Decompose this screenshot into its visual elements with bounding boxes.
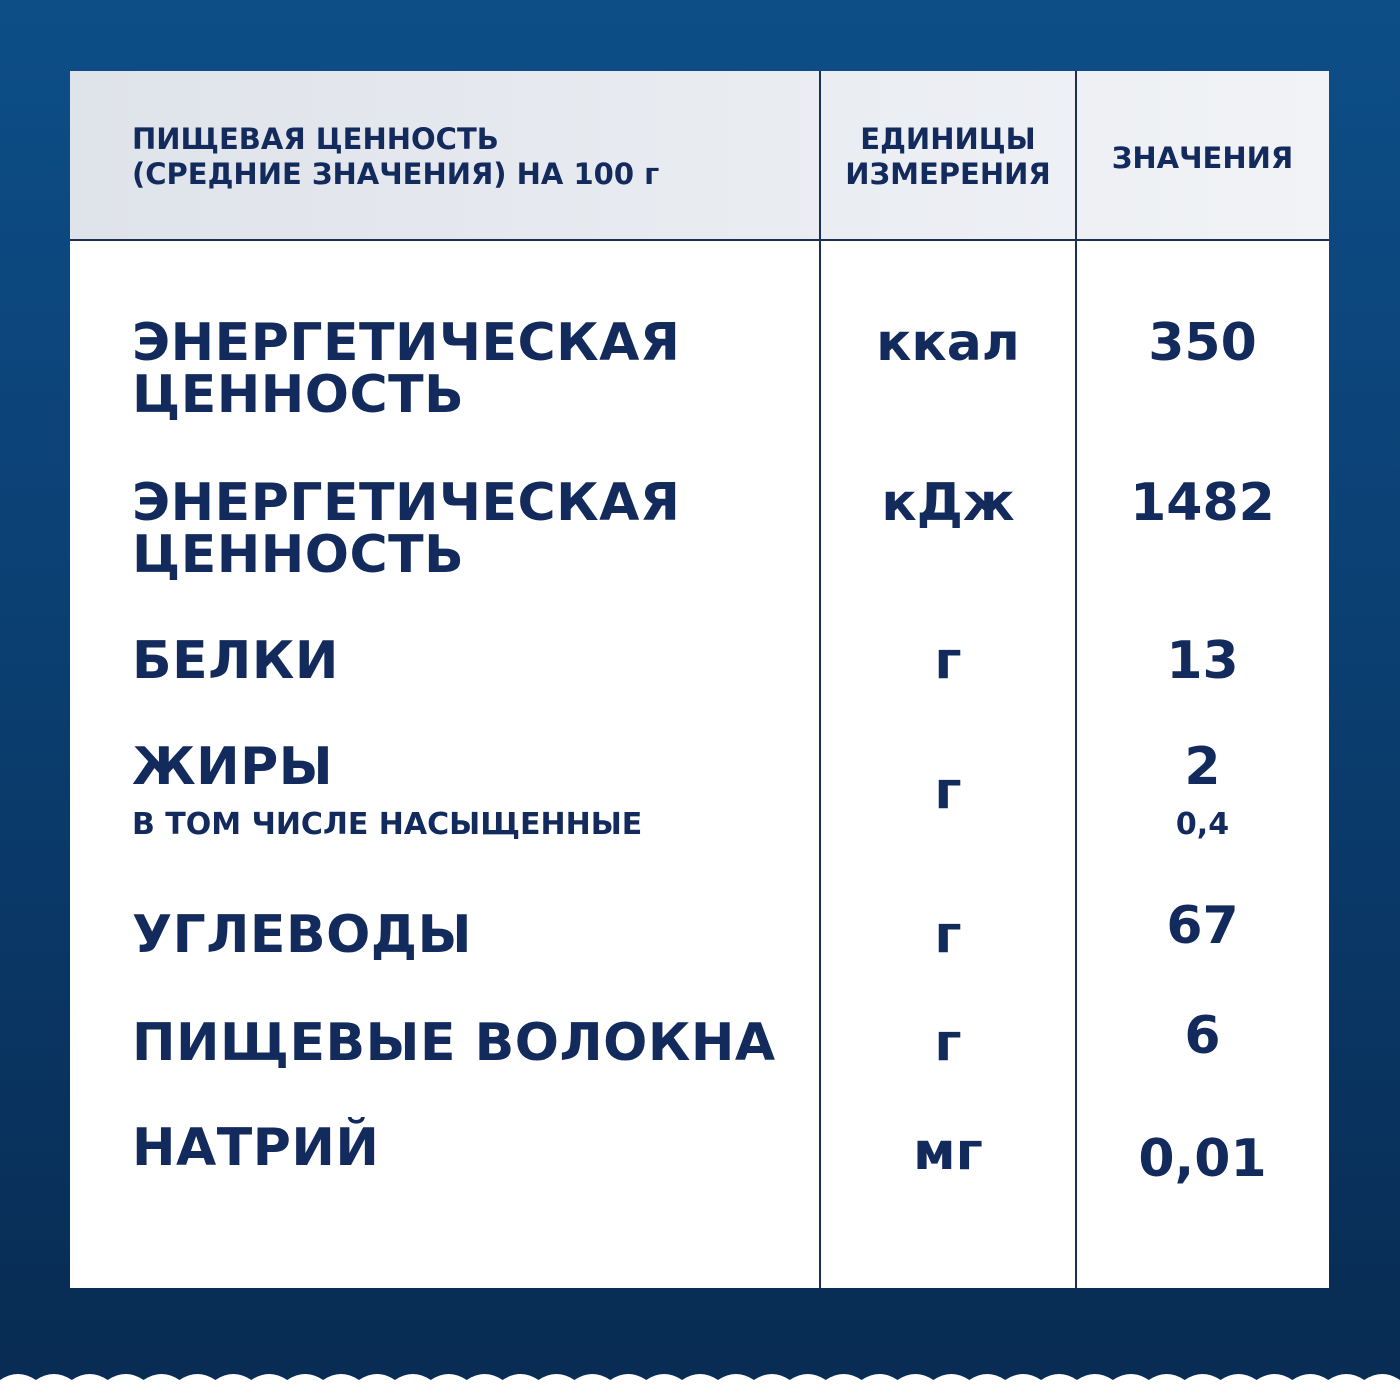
row-value: 67 [1166,896,1239,956]
header-divider [70,239,1329,241]
row-unit: г [934,905,962,965]
row-value: 0,01 [1138,1129,1267,1189]
row-name: ЭНЕРГЕТИЧЕСКАЯ ЦЕННОСТЬ [132,473,681,585]
column-divider [1075,71,1077,1288]
row-name: УГЛЕВОДЫ [132,905,472,965]
row-name: ЭНЕРГЕТИЧЕСКАЯ ЦЕННОСТЬ [132,313,681,425]
header-values: ЗНАЧЕНИЯ [1111,141,1294,175]
row-name: НАТРИЙ [132,1118,380,1178]
header-units: ЕДИНИЦЫ ИЗМЕРЕНИЯ [845,122,1051,191]
row-name: ЖИРЫ [132,737,334,797]
header-nutrition: ПИЩЕВАЯ ЦЕННОСТЬ (СРЕДНИЕ ЗНАЧЕНИЯ) НА 100 г [132,122,660,191]
row-subname: В ТОМ ЧИСЛЕ НАСЫЩЕННЫЕ [132,807,643,842]
row-value: 350 [1148,313,1257,373]
row-value: 6 [1184,1006,1221,1066]
row-value: 13 [1166,631,1239,691]
row-subvalue: 0,4 [1175,807,1230,842]
row-unit: г [934,631,962,691]
row-name: БЕЛКИ [132,631,339,691]
row-unit: ккал [876,313,1020,373]
nutrition-table [70,71,1329,1288]
column-divider [819,71,821,1288]
row-value: 2 [1184,737,1221,797]
row-name: ПИЩЕВЫЕ ВОЛОКНА [132,1013,776,1073]
row-unit: г [934,761,962,821]
row-value: 1482 [1130,473,1275,533]
row-unit: кДж [881,473,1015,533]
row-unit: г [934,1013,962,1073]
scalloped-edge [0,1358,1400,1400]
row-unit: мг [913,1122,983,1182]
